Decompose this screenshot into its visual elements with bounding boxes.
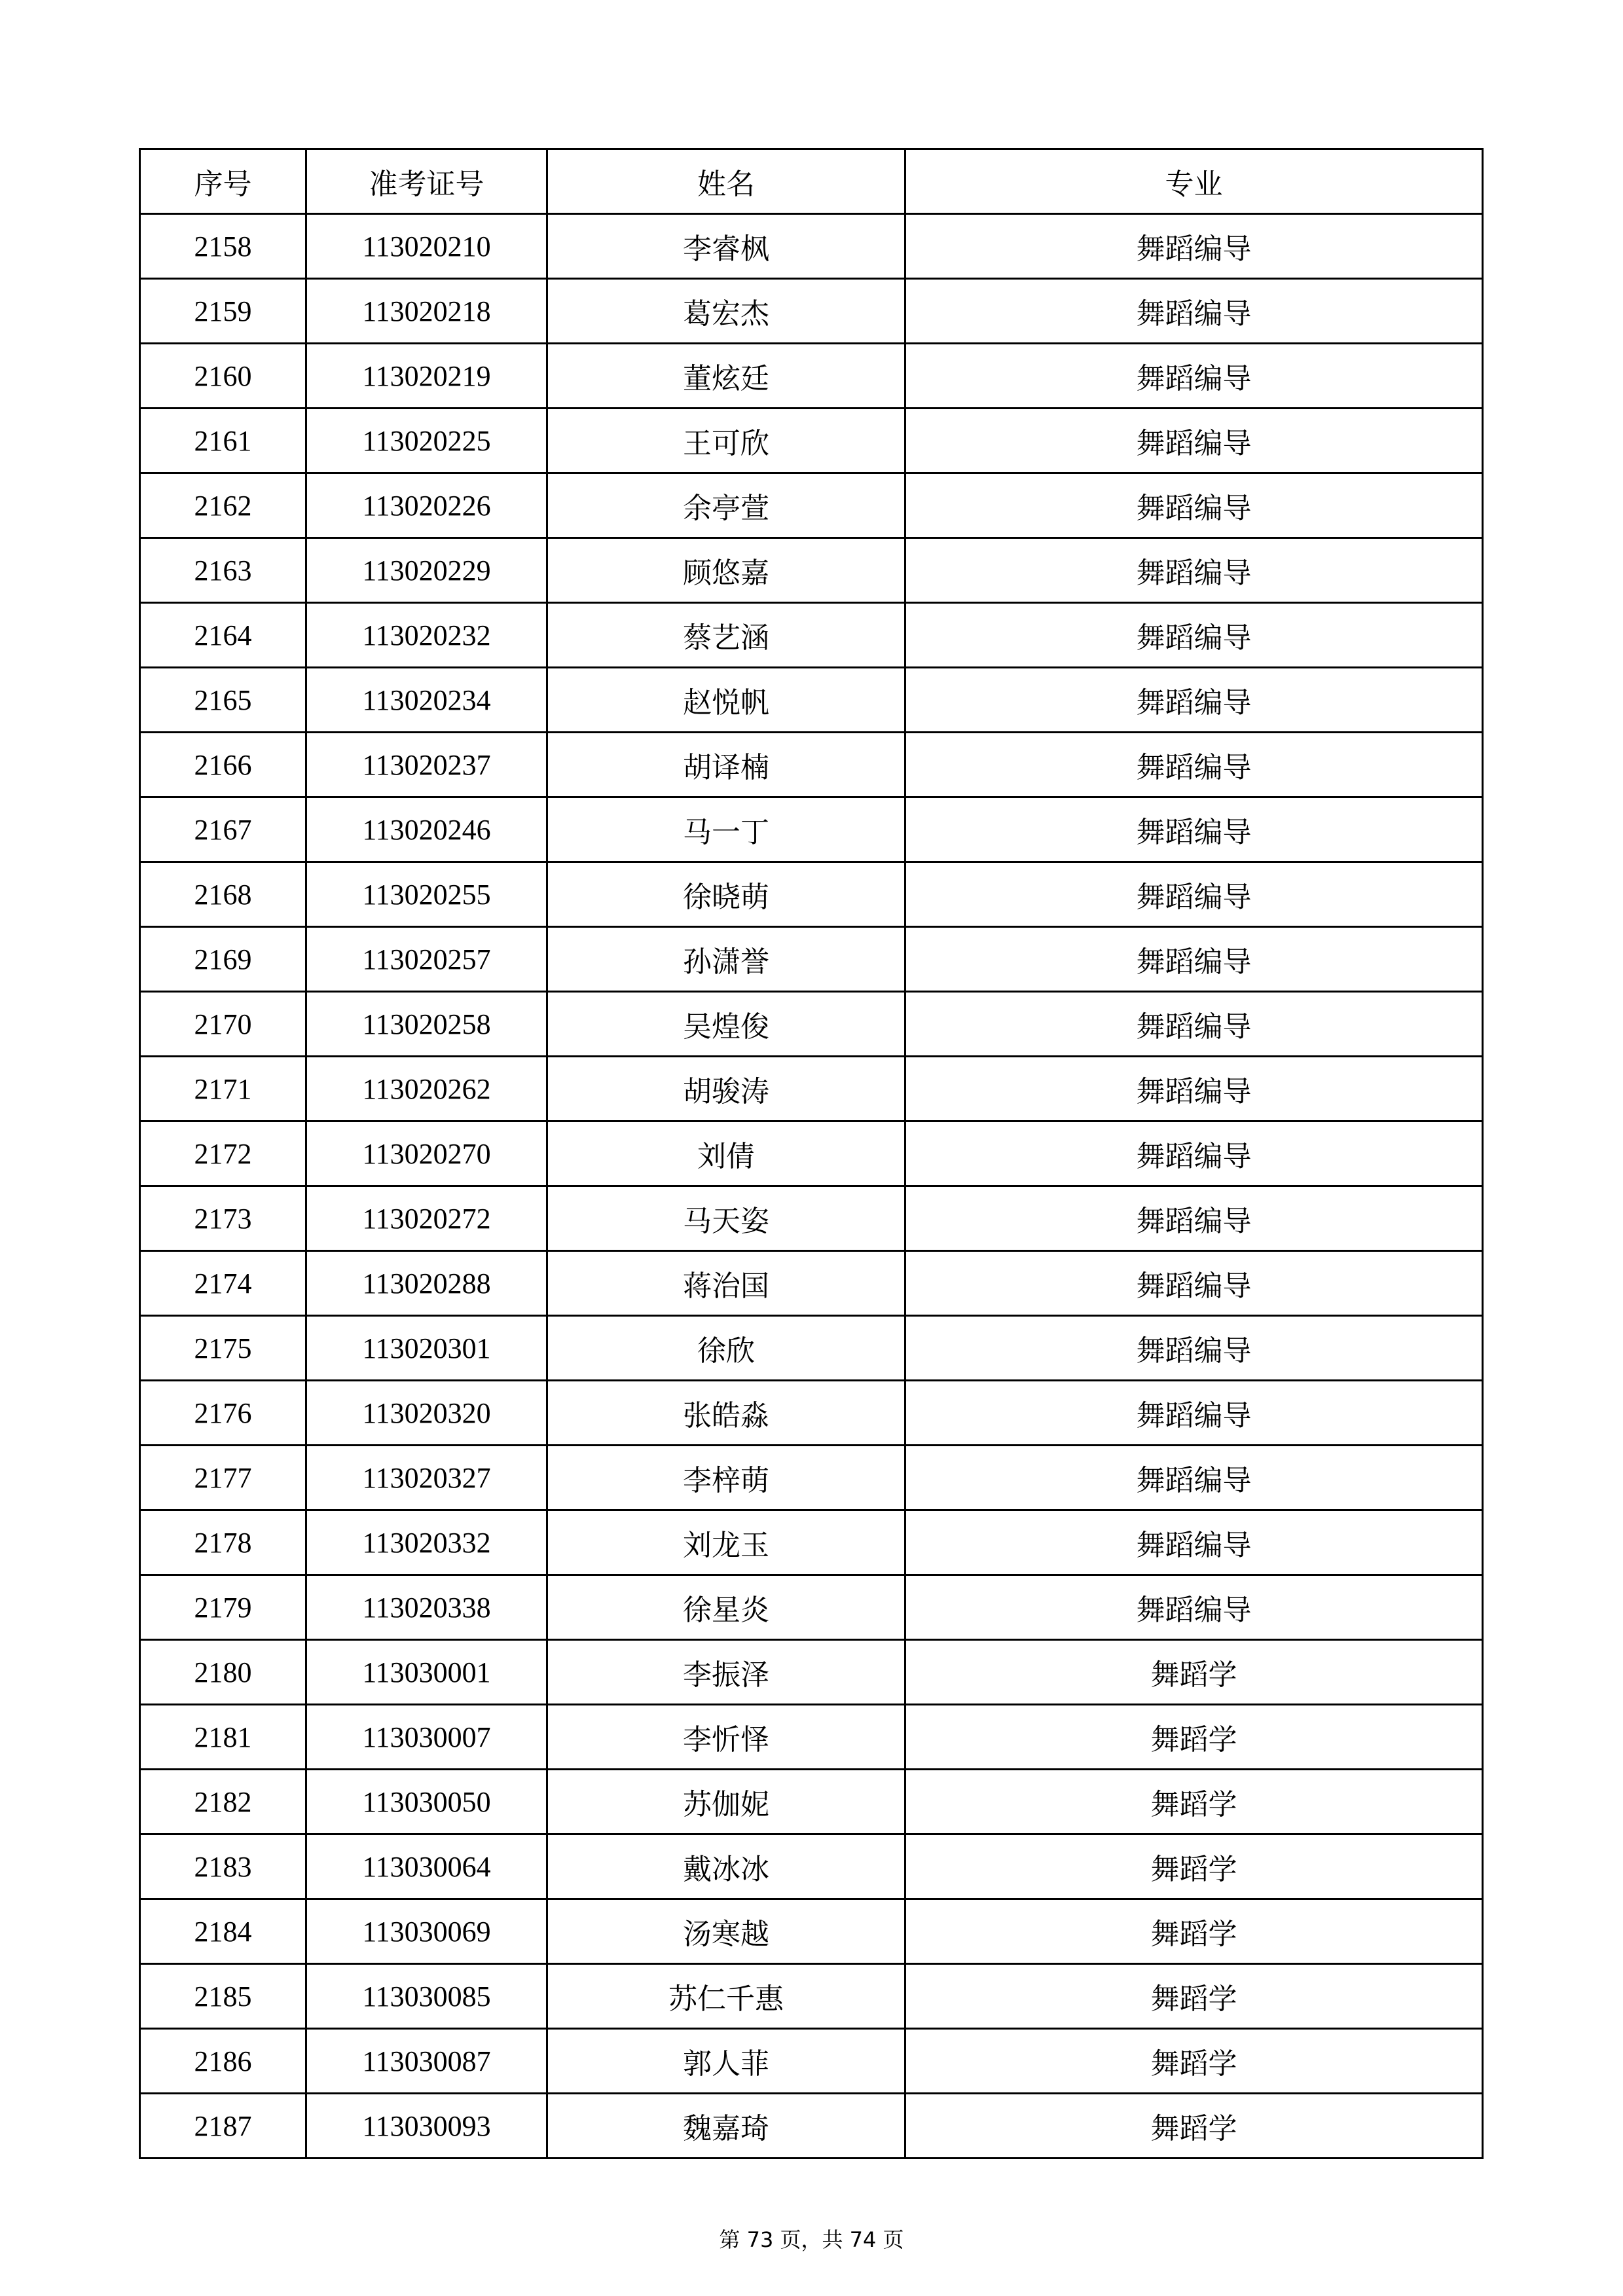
major-cell: 舞蹈编导 <box>905 1316 1483 1381</box>
exam-ticket-number-cell: 113030050 <box>306 1770 547 1834</box>
table-row <box>140 538 1483 603</box>
name-cell: 吴煌俊 <box>547 992 905 1057</box>
exam-ticket-number-cell: 113020226 <box>306 473 547 538</box>
exam-ticket-number-cell: 113020229 <box>306 538 547 603</box>
serial-number-cell: 2167 <box>140 797 306 862</box>
serial-number-cell: 2182 <box>140 1770 306 1834</box>
major-cell: 舞蹈编导 <box>905 473 1483 538</box>
table-row <box>140 668 1483 733</box>
major-cell: 舞蹈编导 <box>905 797 1483 862</box>
major-cell: 舞蹈编导 <box>905 1057 1483 1121</box>
table-row <box>140 1770 1483 1834</box>
table-row <box>140 1575 1483 1640</box>
major-cell: 舞蹈编导 <box>905 992 1483 1057</box>
name-cell: 马天姿 <box>547 1186 905 1251</box>
exam-ticket-number-cell: 113020301 <box>306 1316 547 1381</box>
name-cell: 戴冰冰 <box>547 1834 905 1899</box>
exam-ticket-number-cell: 113020320 <box>306 1381 547 1446</box>
exam-ticket-number-cell: 113020218 <box>306 279 547 344</box>
table-row <box>140 862 1483 927</box>
table-row <box>140 1964 1483 2029</box>
major-cell: 舞蹈编导 <box>905 733 1483 797</box>
exam-ticket-number-cell: 113020258 <box>306 992 547 1057</box>
exam-ticket-number-cell: 113020270 <box>306 1121 547 1186</box>
serial-number-cell: 2159 <box>140 279 306 344</box>
name-cell: 王可欣 <box>547 409 905 473</box>
table-row <box>140 1834 1483 1899</box>
serial-number-cell: 2171 <box>140 1057 306 1121</box>
name-cell: 蒋治国 <box>547 1251 905 1316</box>
serial-number-cell: 2158 <box>140 214 306 279</box>
name-cell: 李振泽 <box>547 1640 905 1705</box>
exam-ticket-number-cell: 113020338 <box>306 1575 547 1640</box>
major-cell: 舞蹈编导 <box>905 603 1483 668</box>
name-cell: 魏嘉琦 <box>547 2094 905 2159</box>
name-cell: 余亭萱 <box>547 473 905 538</box>
name-cell: 苏仁千惠 <box>547 1964 905 2029</box>
major-cell: 舞蹈编导 <box>905 927 1483 992</box>
name-cell: 张皓淼 <box>547 1381 905 1446</box>
exam-ticket-number-cell: 113020255 <box>306 862 547 927</box>
page-footer: 第 73 页，共 74 页 <box>719 2227 904 2252</box>
serial-number-cell: 2181 <box>140 1705 306 1770</box>
name-cell: 蔡艺涵 <box>547 603 905 668</box>
name-cell: 刘倩 <box>547 1121 905 1186</box>
exam-ticket-number-cell: 113020210 <box>306 214 547 279</box>
name-cell: 葛宏杰 <box>547 279 905 344</box>
name-cell: 李梓萌 <box>547 1446 905 1510</box>
header-exam-ticket-number: 准考证号 <box>306 149 547 214</box>
table-row <box>140 1381 1483 1446</box>
exam-ticket-number-cell: 113020257 <box>306 927 547 992</box>
table-row <box>140 797 1483 862</box>
table-row <box>140 473 1483 538</box>
major-cell: 舞蹈编导 <box>905 409 1483 473</box>
exam-ticket-number-cell: 113030087 <box>306 2029 547 2094</box>
name-cell: 郭人菲 <box>547 2029 905 2094</box>
name-cell: 顾悠嘉 <box>547 538 905 603</box>
table-row <box>140 1899 1483 1964</box>
exam-ticket-number-cell: 113030085 <box>306 1964 547 2029</box>
serial-number-cell: 2175 <box>140 1316 306 1381</box>
serial-number-cell: 2187 <box>140 2094 306 2159</box>
header-serial-number: 序号 <box>140 149 306 214</box>
major-cell: 舞蹈学 <box>905 1899 1483 1964</box>
table-row <box>140 1057 1483 1121</box>
exam-ticket-number-cell: 113020272 <box>306 1186 547 1251</box>
table-row <box>140 1316 1483 1381</box>
major-cell: 舞蹈编导 <box>905 1510 1483 1575</box>
table-row <box>140 733 1483 797</box>
exam-ticket-number-cell: 113020332 <box>306 1510 547 1575</box>
serial-number-cell: 2164 <box>140 603 306 668</box>
exam-ticket-number-cell: 113020288 <box>306 1251 547 1316</box>
table-row <box>140 344 1483 409</box>
exam-ticket-number-cell: 113020237 <box>306 733 547 797</box>
exam-ticket-number-cell: 113020262 <box>306 1057 547 1121</box>
major-cell: 舞蹈编导 <box>905 214 1483 279</box>
name-cell: 马一丁 <box>547 797 905 862</box>
name-cell: 胡译楠 <box>547 733 905 797</box>
serial-number-cell: 2170 <box>140 992 306 1057</box>
serial-number-cell: 2162 <box>140 473 306 538</box>
serial-number-cell: 2172 <box>140 1121 306 1186</box>
serial-number-cell: 2180 <box>140 1640 306 1705</box>
major-cell: 舞蹈编导 <box>905 1446 1483 1510</box>
serial-number-cell: 2174 <box>140 1251 306 1316</box>
header-name: 姓名 <box>547 149 905 214</box>
serial-number-cell: 2186 <box>140 2029 306 2094</box>
table-row <box>140 1121 1483 1186</box>
name-cell: 汤寒越 <box>547 1899 905 1964</box>
major-cell: 舞蹈编导 <box>905 1251 1483 1316</box>
candidate-table <box>139 148 1484 2159</box>
exam-ticket-number-cell: 113020234 <box>306 668 547 733</box>
name-cell: 胡骏涛 <box>547 1057 905 1121</box>
major-cell: 舞蹈学 <box>905 1640 1483 1705</box>
name-cell: 李忻怿 <box>547 1705 905 1770</box>
major-cell: 舞蹈编导 <box>905 279 1483 344</box>
serial-number-cell: 2165 <box>140 668 306 733</box>
name-cell: 徐星炎 <box>547 1575 905 1640</box>
serial-number-cell: 2173 <box>140 1186 306 1251</box>
major-cell: 舞蹈编导 <box>905 862 1483 927</box>
serial-number-cell: 2160 <box>140 344 306 409</box>
serial-number-cell: 2177 <box>140 1446 306 1510</box>
table-row <box>140 2094 1483 2159</box>
name-cell: 徐欣 <box>547 1316 905 1381</box>
serial-number-cell: 2168 <box>140 862 306 927</box>
name-cell: 孙潇誉 <box>547 927 905 992</box>
table-row <box>140 1705 1483 1770</box>
major-cell: 舞蹈编导 <box>905 1186 1483 1251</box>
exam-ticket-number-cell: 113020246 <box>306 797 547 862</box>
exam-ticket-number-cell: 113030069 <box>306 1899 547 1964</box>
serial-number-cell: 2169 <box>140 927 306 992</box>
name-cell: 苏伽妮 <box>547 1770 905 1834</box>
table-body <box>140 214 1483 2159</box>
table-row <box>140 2029 1483 2094</box>
exam-ticket-number-cell: 113020327 <box>306 1446 547 1510</box>
name-cell: 刘龙玉 <box>547 1510 905 1575</box>
major-cell: 舞蹈学 <box>905 1705 1483 1770</box>
major-cell: 舞蹈编导 <box>905 1121 1483 1186</box>
table-row <box>140 1510 1483 1575</box>
major-cell: 舞蹈学 <box>905 1770 1483 1834</box>
table-row <box>140 927 1483 992</box>
table-row <box>140 409 1483 473</box>
name-cell: 董炫廷 <box>547 344 905 409</box>
serial-number-cell: 2184 <box>140 1899 306 1964</box>
major-cell: 舞蹈学 <box>905 2094 1483 2159</box>
exam-ticket-number-cell: 113030001 <box>306 1640 547 1705</box>
table-row <box>140 214 1483 279</box>
serial-number-cell: 2179 <box>140 1575 306 1640</box>
major-cell: 舞蹈学 <box>905 1964 1483 2029</box>
major-cell: 舞蹈编导 <box>905 538 1483 603</box>
table-row <box>140 603 1483 668</box>
exam-ticket-number-cell: 113020232 <box>306 603 547 668</box>
table-row <box>140 992 1483 1057</box>
name-cell: 李睿枫 <box>547 214 905 279</box>
major-cell: 舞蹈编导 <box>905 1575 1483 1640</box>
serial-number-cell: 2185 <box>140 1964 306 2029</box>
serial-number-cell: 2178 <box>140 1510 306 1575</box>
major-cell: 舞蹈学 <box>905 2029 1483 2094</box>
name-cell: 徐晓萌 <box>547 862 905 927</box>
name-cell: 赵悦帆 <box>547 668 905 733</box>
major-cell: 舞蹈学 <box>905 1834 1483 1899</box>
table-row <box>140 1186 1483 1251</box>
exam-ticket-number-cell: 113030064 <box>306 1834 547 1899</box>
major-cell: 舞蹈编导 <box>905 1381 1483 1446</box>
major-cell: 舞蹈编导 <box>905 344 1483 409</box>
serial-number-cell: 2161 <box>140 409 306 473</box>
serial-number-cell: 2183 <box>140 1834 306 1899</box>
serial-number-cell: 2163 <box>140 538 306 603</box>
serial-number-cell: 2166 <box>140 733 306 797</box>
table-row <box>140 1446 1483 1510</box>
major-cell: 舞蹈编导 <box>905 668 1483 733</box>
table-row <box>140 279 1483 344</box>
exam-ticket-number-cell: 113030007 <box>306 1705 547 1770</box>
serial-number-cell: 2176 <box>140 1381 306 1446</box>
header-major: 专业 <box>905 149 1483 214</box>
table-header <box>140 149 1483 214</box>
header-row <box>140 149 1483 214</box>
table-row <box>140 1251 1483 1316</box>
table-row <box>140 1640 1483 1705</box>
exam-ticket-number-cell: 113030093 <box>306 2094 547 2159</box>
exam-ticket-number-cell: 113020219 <box>306 344 547 409</box>
exam-ticket-number-cell: 113020225 <box>306 409 547 473</box>
